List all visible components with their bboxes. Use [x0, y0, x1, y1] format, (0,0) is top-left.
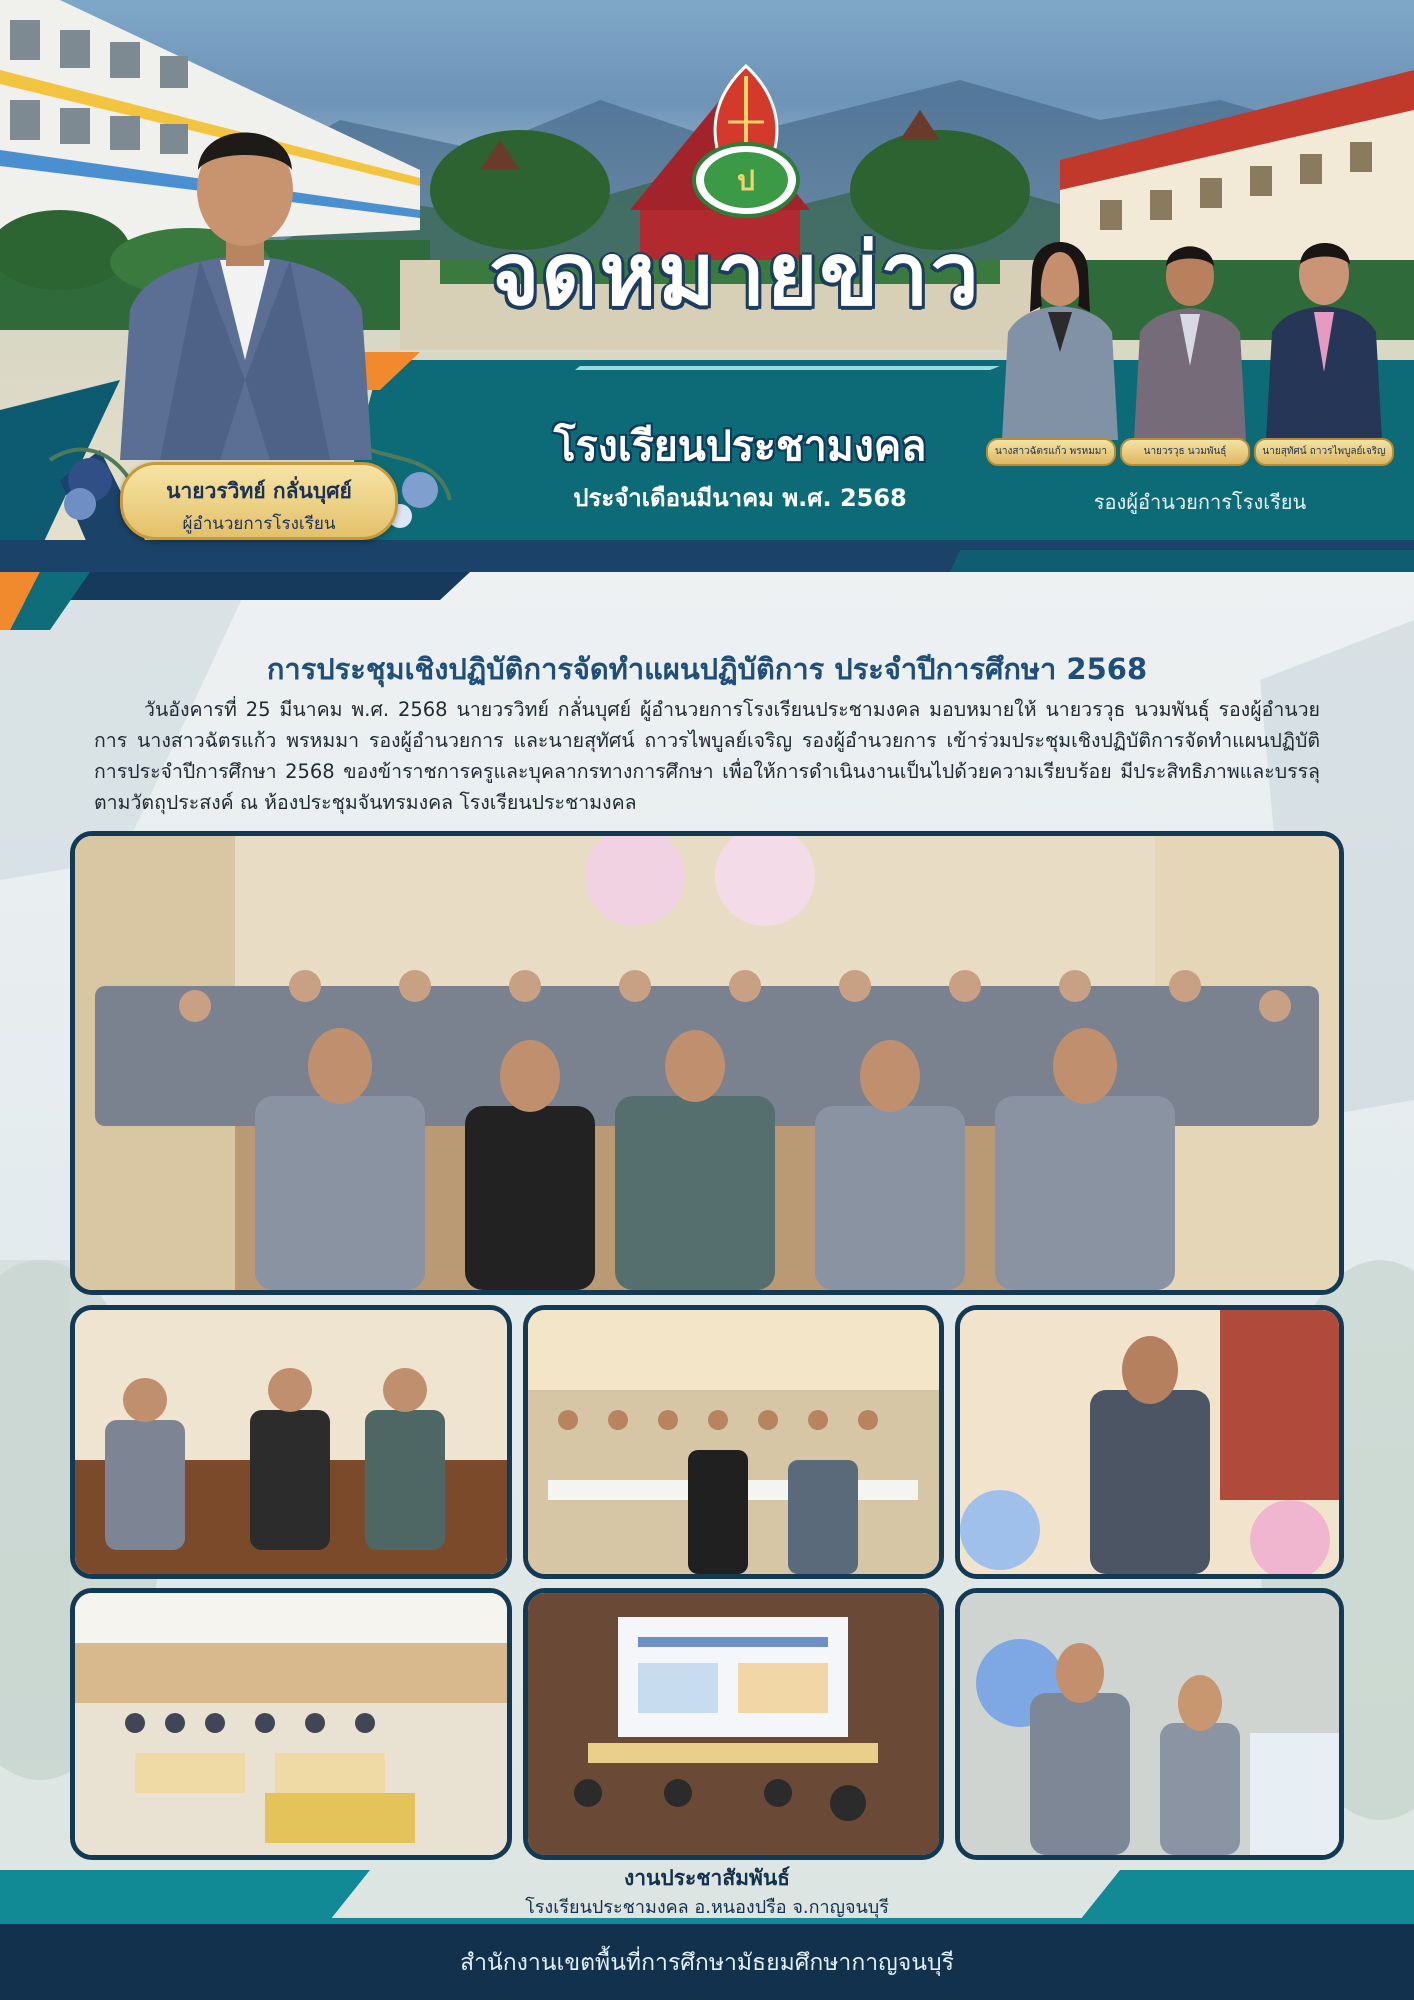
woman-speaking-photo: [955, 1588, 1344, 1860]
workshop-laptops-photo: [523, 1305, 944, 1579]
article-body: วันอังคารที่ 25 มีนาคม พ.ศ. 2568 นายวรวิทย์ กลั่นบุศย์ ผู้อำนวยการโรงเรียนประชามงคล มอบหมายให้ นายวรวุธ นวมพันธุ์ รองผู้อำนวยการ นางสาวฉัตรแก้ว พรหมมา รองผู้อำนวยการ และนายสุทัศน์ ถาวรไพบูลย์เจริญ รองผู้อำนวยการ เข้าร่วมประชุมเชิงปฏิบัติการจัดทำแผนปฏิบัติการประจำปีการศึกษา 2568 ของข้าราชการครูและบุคลากรทางการศึกษา เพื่อให้การดำเนินงานเป็นไปด้วยความเรียบร้อย มีประสิทธิภาพและบรรลุตามวัตถุประสงค์ ณ ห้องประชุมจันทรมงคล โรงเรียนประชามงคล: [94, 698, 1320, 814]
svg-text:ป: ป: [737, 164, 755, 197]
director-name: นายวรวิทย์ กลั่นบุศย์: [166, 479, 352, 503]
pr-department: งานประชาสัมพันธ์: [623, 1866, 790, 1890]
deputy-tag-3: นายสุทัศน์ ถาวรไพบูลย์เจริญ: [1254, 438, 1394, 466]
school-name: โรงเรียนประชามงคล: [553, 422, 927, 470]
meeting-hall-photo: [70, 1588, 512, 1860]
newsletter-title: จดหมายข่าว: [489, 225, 981, 325]
officials-seated-photo: [70, 1305, 512, 1579]
deputies-caption: รองผู้อำนวยการโรงเรียน: [1093, 490, 1307, 514]
director-name-badge: [120, 462, 398, 540]
deputy-photo-2: [1130, 226, 1250, 440]
presentation-screen-photo: [523, 1588, 944, 1860]
group-photo: [70, 831, 1344, 1295]
deputy-tag-2: นายวรวุธ นวมพันธุ์: [1120, 438, 1250, 466]
speaker-microphone-photo: [955, 1305, 1344, 1579]
issue-date: ประจำเดือนมีนาคม พ.ศ. 2568: [573, 484, 907, 512]
deputy-tag-1: นางสาวฉัตรแก้ว พรหมมา: [986, 438, 1116, 466]
director-photo: [100, 80, 390, 460]
education-office: สำนักงานเขตพื้นที่การศึกษามัธยมศึกษากาญจนบุรี: [460, 1950, 954, 1976]
deputy-photo-1: [998, 222, 1122, 440]
director-role: ผู้อำนวยการโรงเรียน: [182, 514, 336, 534]
school-address: โรงเรียนประชามงคล อ.หนองปรือ จ.กาญจนบุรี: [525, 1897, 889, 1918]
school-emblem-logo: [688, 62, 804, 222]
deputy-photo-3: [1262, 222, 1386, 440]
article-headline: การประชุมเชิงปฏิบัติการจัดทำแผนปฏิบัติการ ประจำปีการศึกษา 2568: [266, 652, 1148, 686]
